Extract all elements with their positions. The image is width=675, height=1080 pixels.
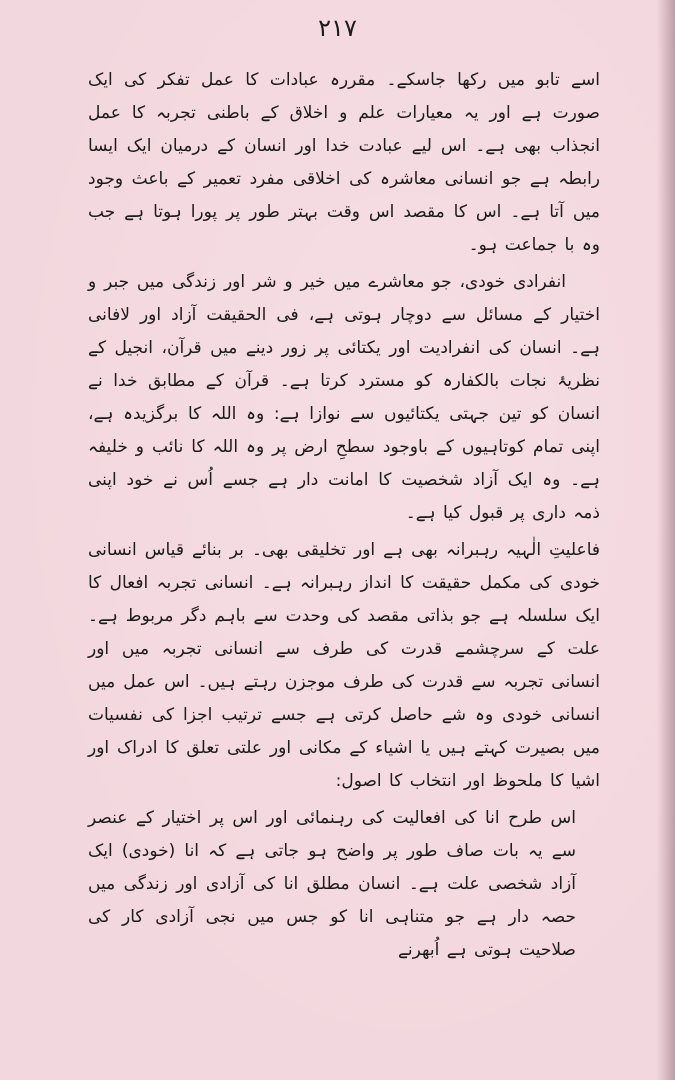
paragraph-2: انفرادی خودی، جو معاشرے میں خیر و شر اور زندگی میں جبر و اختیار کے مسائل سے دوچار ہوتی ہے، فی الحقیقت آزاد اور لافانی ہے۔ انسان کی انفرادیت اور یکتائی پر زور دینے میں قرآن، انجیل کے نظریۂ نجات بالکفارہ کو مسترد کرتا ہے۔ قرآن کے مطابق خدا نے انسان کو تین جہتی یکتائیوں سے نوازا ہے: وہ اللہ کا برگزیدہ ہے، اپنی تمام کوتاہیوں کے باوجود سطحِ ارض پر وہ اللہ کا نائب و خلیفہ ہے۔ وہ ایک آزاد شخصیت کا امانت دار ہے جسے اُس نے خود اپنی ذمہ داری پر قبول کیا ہے۔ (88, 272, 600, 523)
paragraph-3: فاعلیتِ الٰہیہ رہبرانہ بھی ہے اور تخلیقی بھی۔ بر بنائے قیاس انسانی خودی کی مکمل حقیقت کا انداز رہبرانہ ہے۔ انسانی تجربہ افعال کا ایک سلسلہ ہے جو بذاتی مقصد کی وحدت سے باہم دگر مربوط ہے۔ علت کے سرچشمے قدرت کی طرف سے انسانی تجربہ میں اور انسانی تجربہ سے قدرت کی طرف موجزن رہتے ہیں۔ اس عمل میں انسانی خودی وہ شے حاصل کرتی ہے جسے ترتیب اجزا کی نفسیات میں بصیرت کہتے ہیں یا اشیاء کے مکانی اور علتی تعلق کا ادراک اور اشیا کا ملحوظ اور انتخاب کا اصول: (88, 540, 600, 791)
page-body (88, 64, 600, 967)
block-quote: اس طرح انا کی افعالیت کی رہنمائی اور اس پر اختیار کے عنصر سے یہ بات صاف طور پر واضح ہو جاتی ہے کہ انا (خودی) ایک آزاد شخصی علت ہے۔ انسان مطلق انا کی آزادی اور زندگی میں حصہ دار ہے جو متناہی انا کو جس میں نجی آزادی کار کی صلاحیت ہوتی ہے اُبھرنے (88, 808, 576, 960)
page-number: ٢١٧ (318, 14, 357, 42)
page-edge-shadow (657, 0, 675, 1080)
paragraph-1: اسے تابو میں رکھا جاسکے۔ مقررہ عبادات کا عمل تفکر کی ایک صورت ہے اور یہ معیارات علم و اخلاق کے باطنی تجربہ کا عمل انجذاب بھی ہے۔ اس لیے عبادت خدا اور انسان کے درمیان ایک ایسا رابطہ ہے جو انسانی معاشرہ کی اخلاقی مفرد تعمیر کے باعث وجود میں آتا ہے۔ اس کا مقصد اس وقت بہتر طور پر پورا ہوتا ہے جب وہ با جماعت ہو۔ (88, 70, 600, 255)
